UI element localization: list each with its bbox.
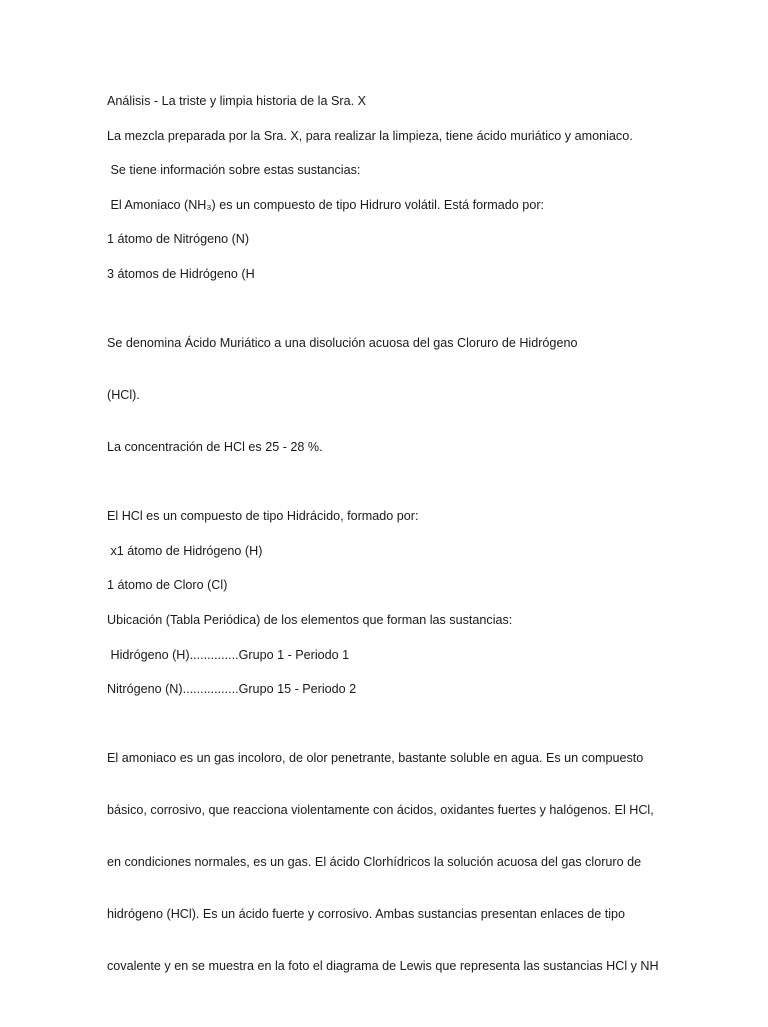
paragraph-nitrogeno-grupo: Nitrógeno (N)................Grupo 15 - Periodo 2 (107, 682, 357, 697)
document-body (107, 93, 667, 1027)
paragraph-atomos-hidrogeno: 3 átomos de Hidrógeno (H (107, 266, 255, 281)
acido-line-3: La concentración de HCl es 25 - 28 %. (107, 439, 323, 454)
paragraph-mezcla: La mezcla preparada por la Sra. X, para realizar la limpieza, tiene ácido muriático y amoniaco. (107, 128, 633, 143)
acido-line-2: (HCl). (107, 388, 140, 403)
paragraph-amoniaco: El Amoniaco (NH₃) es un compuesto de tipo Hidruro volátil. Está formado por: (107, 197, 545, 212)
final-line-1: El amoniaco es un gas incoloro, de olor penetrante, bastante soluble en agua. Es un compuesto (107, 751, 644, 766)
paragraph-acido-muriatico (107, 301, 667, 491)
paragraph-final (107, 716, 667, 1010)
paragraph-hidrogeno-grupo: Hidrógeno (H)..............Grupo 1 - Periodo 1 (107, 647, 350, 662)
paragraph-informacion: Se tiene información sobre estas sustancias: (107, 163, 361, 178)
final-line-5: covalente y en se muestra en la foto el diagrama de Lewis que representa las sustancias HCl y NH (107, 958, 659, 973)
paragraph-atomo-cloro: 1 átomo de Cloro (Cl) (107, 578, 228, 593)
paragraph-atomo-hidrogeno: x1 átomo de Hidrógeno (H) (107, 543, 263, 558)
document-title: Análisis - La triste y limpia historia de la Sra. X (107, 94, 366, 108)
final-line-3: en condiciones normales, es un gas. El ácido Clorhídricos la solución acuosa del gas cloruro de (107, 855, 642, 870)
final-line-4: hidrógeno (HCl). Es un ácido fuerte y corrosivo. Ambas sustancias presentan enlaces de tipo (107, 906, 626, 921)
paragraph-hcl: El HCl es un compuesto de tipo Hidrácido, formado por: (107, 509, 419, 524)
final-line-2: básico, corrosivo, que reacciona violentamente con ácidos, oxidantes fuertes y halógenos. El HCl, (107, 803, 654, 818)
paragraph-atomo-nitrogeno: 1 átomo de Nitrógeno (N) (107, 232, 250, 247)
paragraph-ubicacion: Ubicación (Tabla Periódica) de los elementos que forman las sustancias: (107, 612, 513, 627)
acido-line-1: Se denomina Ácido Muriático a una disolución acuosa del gas Cloruro de Hidrógeno (107, 336, 578, 351)
